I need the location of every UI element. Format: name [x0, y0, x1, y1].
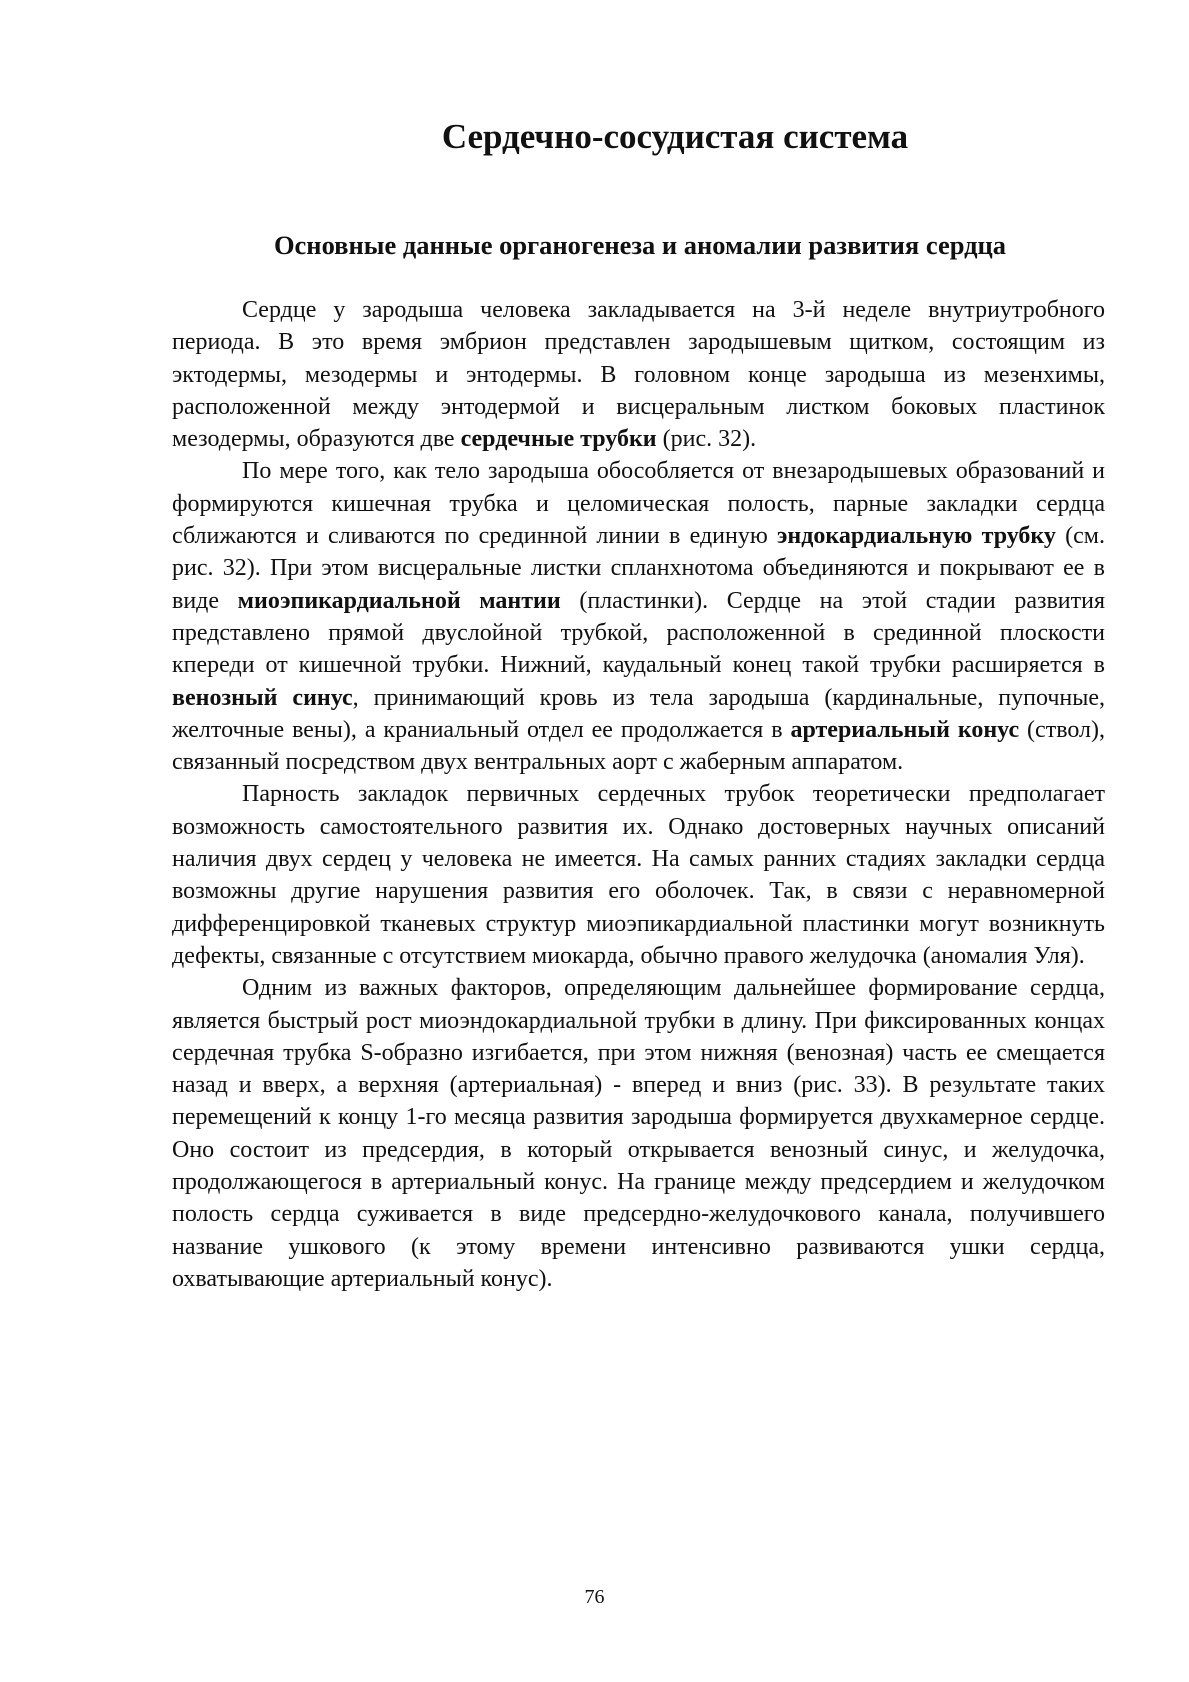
term-arterialnyi-konus: артериальный конус [790, 716, 1020, 743]
section-title: Основные данные органогенеза и аномалии развития сердца [273, 230, 1007, 260]
paragraph-text: Парность закладок первичных сердечных трубок теоретически предполагает возможность самостоятельного развития их. Однако достоверных научных описаний наличия двух сердец у человека не имеется. На самых ранних стадиях закладки сердца возможны другие нарушения развития его оболочек. Так, в связи с неравномерной дифференцировкой тканевых структур миоэпикардиальной пластинки могут возникнуть дефекты, связанные с отсутствием миокарда, обычно правого желудочка (аномалия Уля). [172, 781, 1105, 969]
paragraph-text: (ствол), связанный посредством двух вентральных аорт с жаберным аппаратом. [172, 716, 1106, 776]
paragraph-text: (пластинки). Сердце на этой стадии развития представлено прямой двуслойной трубкой, расположенной в срединной плоскости кпереди от кишечной трубки. Нижний, каудальный конец такой трубки расширяется в [172, 587, 1105, 679]
paragraph-2 [172, 455, 1105, 778]
paragraph-text: По мере того, как тело зародыша обособляется от внезародышевых образований и формируются кишечная трубка и целомическая полость, парные закладки сердца сближаются и сливаются по срединной линии в единую [172, 458, 1105, 550]
paragraph-text: Сердце у зародыша человека закладывается на 3-й неделе внутриутробного периода. В это время эмбрион представлен зародышевым щитком, состоящим из эктодермы, мезодермы и энтодермы. В головном конце зародыша из мезенхимы, расположенной между энтодермой и висцеральным листком боковых пластинок мезодермы, образуются две [172, 297, 1105, 453]
paragraph-text: , принимающий кровь из тела зародыша (кардинальные, пупочные, желточные вены), а краниальный отдел ее продолжается в [172, 684, 1106, 743]
paragraph-1 [172, 294, 1105, 455]
term-mioepikardialnaya-mantiya: миоэпикардиальной мантии [237, 587, 561, 614]
chapter-title: Сердечно-сосудистая система [441, 117, 909, 156]
paragraph-text: Одним из важных факторов, определяющим дальнейшее формирование сердца, является быстрый рост миоэндокардиальной трубки в длину. При фиксированных концах сердечная трубка S-образно изгибается, при этом нижняя (венозная) часть ее смещается назад и вверх, а верхняя (артериальная) - вперед и вниз (рис. 33). В результате таких перемещений к концу 1-го месяца развития зародыша формируется двухкамерное сердце. Оно состоит из предсердия, в который открывается венозный синус, и желудочка, продолжающегося в артериальный конус. На границе между предсердием и желудочком полость сердца суживается в виде предсердно-желудочкового канала, получившего название ушкового (к этому времени интенсивно развиваются ушки сердца, охватывающие артериальный конус). [172, 975, 1105, 1292]
term-serdechnye-trubki: сердечные трубки [460, 426, 657, 453]
page-number: 76 [584, 1586, 605, 1608]
term-venoznyi-sinus: венозный синус [172, 684, 353, 711]
paragraph-text: (см. рис. 32). При этом висцеральные листки спланхнотома объединяются и покрывают ее в виде [172, 523, 1105, 614]
paragraph-4 [172, 972, 1105, 1295]
paragraph-3 [172, 778, 1105, 972]
body-text [172, 294, 1105, 1295]
paragraph-text: (рис. 32). [656, 426, 757, 453]
term-endokardialnaya-trubka: эндокардиальную трубку [777, 523, 1056, 550]
